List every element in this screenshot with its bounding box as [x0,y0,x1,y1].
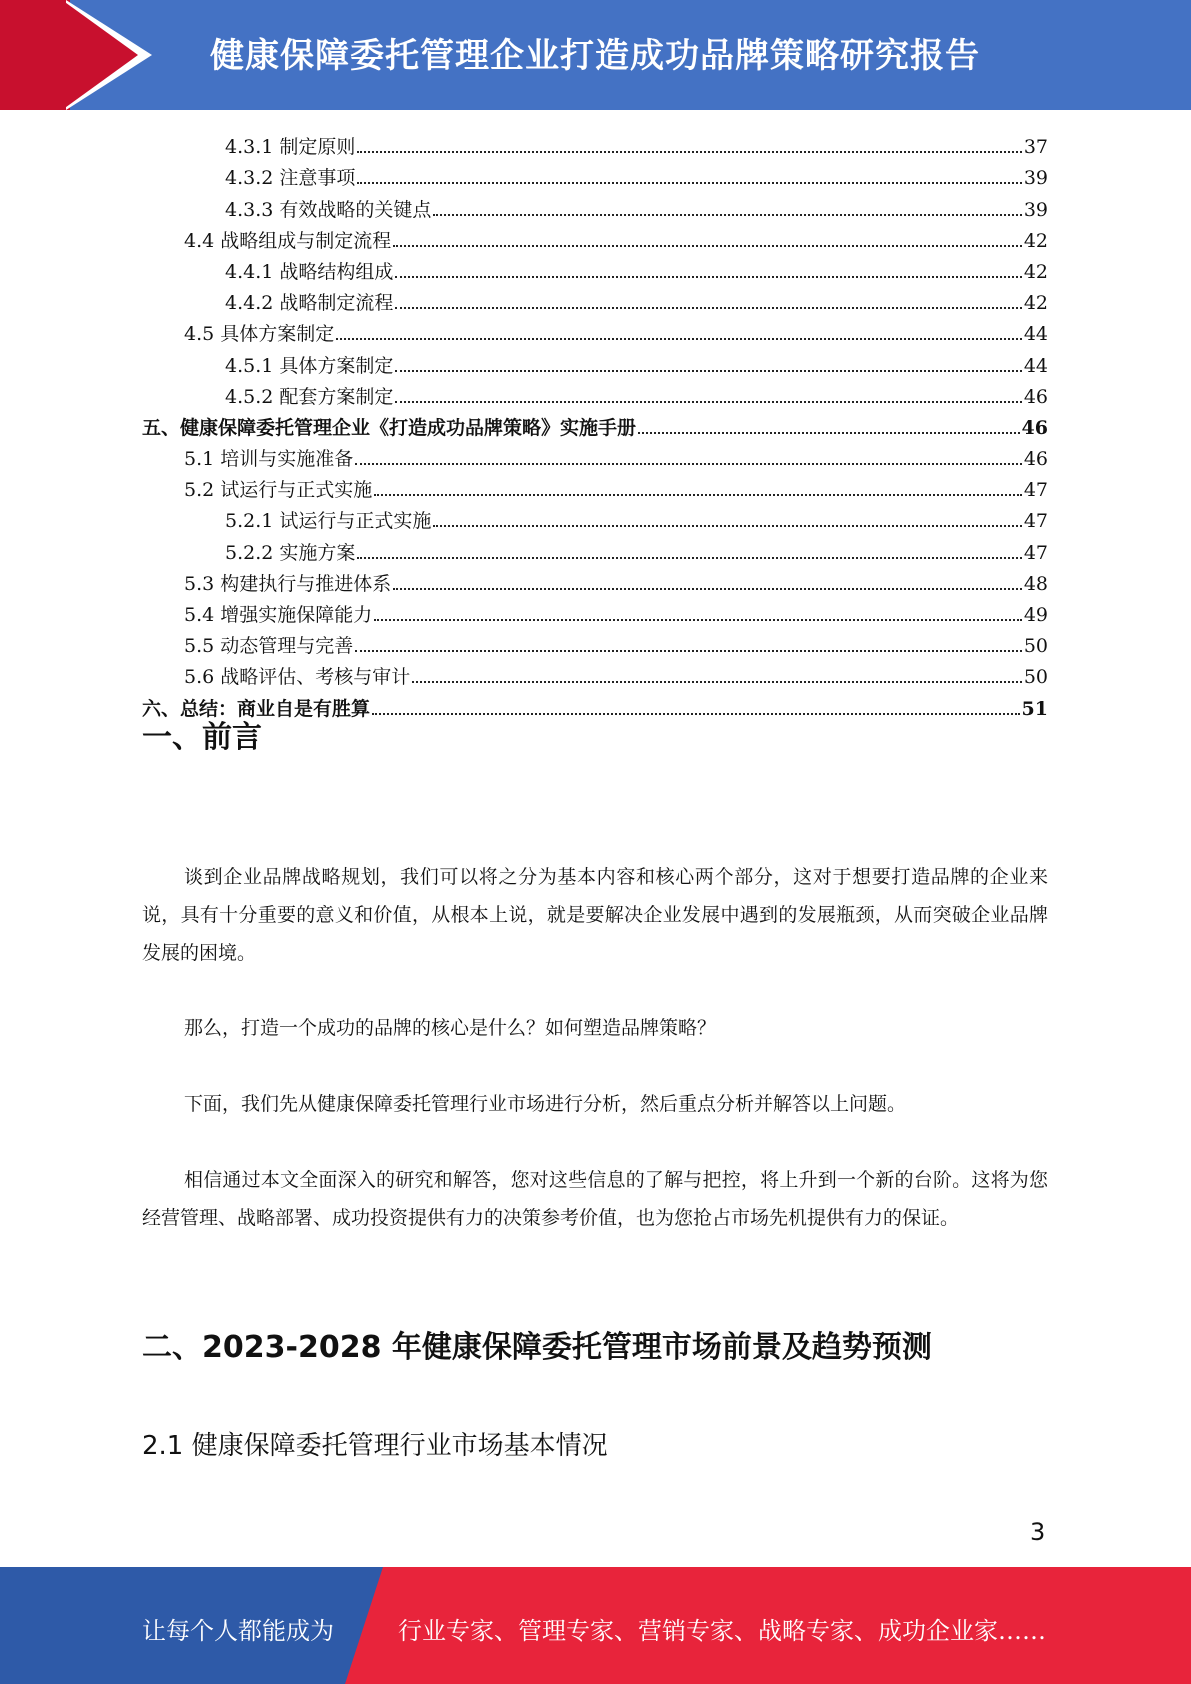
footer-slogan-right: 行业专家、管理专家、营销专家、战略专家、成功企业家…… [398,1617,1046,1645]
paragraph: 那么，打造一个成功的品牌的核心是什么？如何塑造品牌策略？ [184,1017,717,1039]
paragraph: 谈到企业品牌战略规划，我们可以将之分为基本内容和核心两个部分，这对于想要打造品牌的企业来说，具有十分重要的意义和价值，从根本上说，就是要解决企业发展中遇到的发展瓶颈，从而突破企业品牌发展的困境。 [142,866,1048,964]
table-of-contents [142,128,1048,721]
toc-entry-title: 有效战略的关键点 [279,198,432,221]
toc-leader-dots [355,649,1022,652]
toc-entry-number: 4.5 [184,323,215,346]
toc-leader-dots [395,369,1021,372]
toc-entry-page: 39 [1023,198,1048,221]
toc-entry[interactable] [142,627,1048,658]
toc-entry[interactable] [142,128,1048,159]
toc-entry-number: 5.2.2 [225,541,274,564]
paragraph: 相信通过本文全面深入的研究和解答，您对这些信息的了解与把控，将上升到一个新的台阶。这将为您经营管理、战略部署、成功投资提供有力的决策参考价值，也为您抢占市场先机提供有力的保证。 [142,1169,1048,1229]
toc-entry-title: 增强实施保障能力 [220,604,373,626]
toc-entry-number: 5.6 [184,666,215,689]
toc-leader-dots [372,712,1020,715]
toc-entry[interactable] [142,346,1048,377]
toc-entry-page: 42 [1023,260,1048,283]
toc-entry[interactable] [142,284,1048,315]
toc-entry-title: 实施方案 [279,541,356,564]
toc-entry[interactable] [142,253,1048,284]
toc-entry-title: 健康保障委托管理企业《打造成功品牌策略》实施手册 [180,416,637,439]
toc-entry-page: 46 [1021,416,1048,439]
toc-entry-page: 39 [1023,167,1048,190]
toc-entry[interactable] [142,689,1048,720]
toc-entry-title: 具体方案制定 [279,354,394,377]
toc-entry-title: 战略组成与制定流程 [220,229,392,252]
toc-entry-title: 战略结构组成 [279,260,394,283]
toc-leader-dots [393,587,1022,590]
toc-leader-dots [355,462,1022,465]
toc-entry-page: 46 [1023,448,1048,471]
toc-entry-page: 44 [1023,354,1048,377]
page-number: 3 [1030,1518,1046,1546]
toc-entry[interactable] [142,658,1048,689]
toc-entry-number: 4.5.2 [225,385,274,408]
toc-leader-dots [357,556,1021,559]
toc-entry-number: 4.3.2 [225,167,274,190]
footer-slogan-left: 让每个人都能成为 [142,1617,334,1645]
toc-entry-page: 47 [1023,510,1048,533]
toc-leader-dots [395,306,1021,309]
toc-leader-dots [357,181,1021,184]
toc-entry-page: 47 [1023,479,1048,502]
toc-entry[interactable] [142,159,1048,190]
toc-entry[interactable] [142,378,1048,409]
toc-leader-dots [395,400,1021,403]
page-header [0,0,1191,110]
toc-entry[interactable] [142,190,1048,221]
toc-leader-dots [638,431,1020,434]
section-heading-preface: 一、前言 [142,720,262,755]
toc-entry-page: 50 [1023,635,1048,658]
toc-entry-number: 4.5.1 [225,354,274,377]
toc-entry-number: 4.4.1 [225,260,274,283]
toc-entry[interactable] [142,596,1048,627]
toc-entry-number: 五、 [142,416,181,439]
toc-entry-page: 42 [1023,229,1048,252]
toc-entry-number: 5.3 [184,572,215,595]
toc-entry-title: 配套方案制定 [279,385,394,408]
toc-entry-number: 4.4.2 [225,292,274,315]
toc-entry-page: 50 [1023,666,1048,689]
toc-entry[interactable] [142,409,1048,440]
toc-leader-dots [374,493,1022,496]
header-title: 健康保障委托管理企业打造成功品牌策略研究报告 [210,36,980,76]
toc-entry-title: 构建执行与推进体系 [220,572,392,595]
section-heading-market-forecast: 二、2023-2028 年健康保障委托管理市场前景及趋势预测 [142,1330,932,1365]
toc-entry-page: 42 [1023,292,1048,315]
toc-entry-number: 5.1 [184,448,215,471]
toc-entry-number: 4.4 [184,229,215,252]
toc-entry-page: 49 [1023,604,1048,626]
toc-entry-title: 培训与实施准备 [220,448,354,471]
toc-entry-title: 试运行与正式实施 [220,479,373,502]
toc-leader-dots [374,618,1022,621]
toc-leader-dots [393,244,1022,247]
toc-entry-number: 4.3.1 [225,136,274,159]
page-footer [0,1567,1191,1684]
paragraph: 下面，我们先从健康保障委托管理行业市场进行分析，然后重点分析并解答以上问题。 [184,1093,907,1115]
toc-entry-page: 47 [1023,541,1048,564]
toc-entry-number: 六、 [142,697,181,720]
toc-entry-number: 5.4 [184,604,215,626]
toc-leader-dots [433,213,1021,216]
toc-leader-dots [336,337,1022,340]
toc-entry-title: 总结：商业自是有胜算 [180,697,371,720]
toc-entry-page: 46 [1023,385,1048,408]
footer-blue-slant [345,1567,383,1684]
toc-entry-page: 48 [1023,572,1048,595]
toc-leader-dots [412,680,1022,683]
header-red-block [0,0,70,110]
toc-entry-page: 44 [1023,323,1048,346]
toc-entry-number: 5.2.1 [225,510,274,533]
subsection-heading: 2.1 健康保障委托管理行业市场基本情况 [142,1431,608,1461]
toc-entry[interactable] [142,502,1048,533]
header-chevron-red [62,0,138,110]
toc-entry[interactable] [142,565,1048,596]
toc-entry[interactable] [142,471,1048,502]
toc-entry-title: 战略评估、考核与审计 [220,666,411,689]
toc-entry-title: 具体方案制定 [220,323,335,346]
toc-entry[interactable] [142,222,1048,253]
toc-entry-title: 动态管理与完善 [220,635,354,658]
toc-entry-title: 战略制定流程 [279,292,394,315]
toc-leader-dots [395,275,1021,278]
toc-entry-title: 制定原则 [279,136,356,159]
toc-entry-number: 5.2 [184,479,215,502]
toc-entry[interactable] [142,440,1048,471]
toc-entry[interactable] [142,533,1048,564]
toc-leader-dots [433,524,1021,527]
toc-entry[interactable] [142,315,1048,346]
toc-entry-title: 试运行与正式实施 [279,510,432,533]
toc-entry-title: 注意事项 [279,167,356,190]
toc-entry-number: 4.3.3 [225,198,274,221]
toc-entry-page: 37 [1023,136,1048,159]
toc-entry-number: 5.5 [184,635,215,658]
toc-entry-page: 51 [1021,697,1048,720]
toc-leader-dots [357,150,1021,153]
